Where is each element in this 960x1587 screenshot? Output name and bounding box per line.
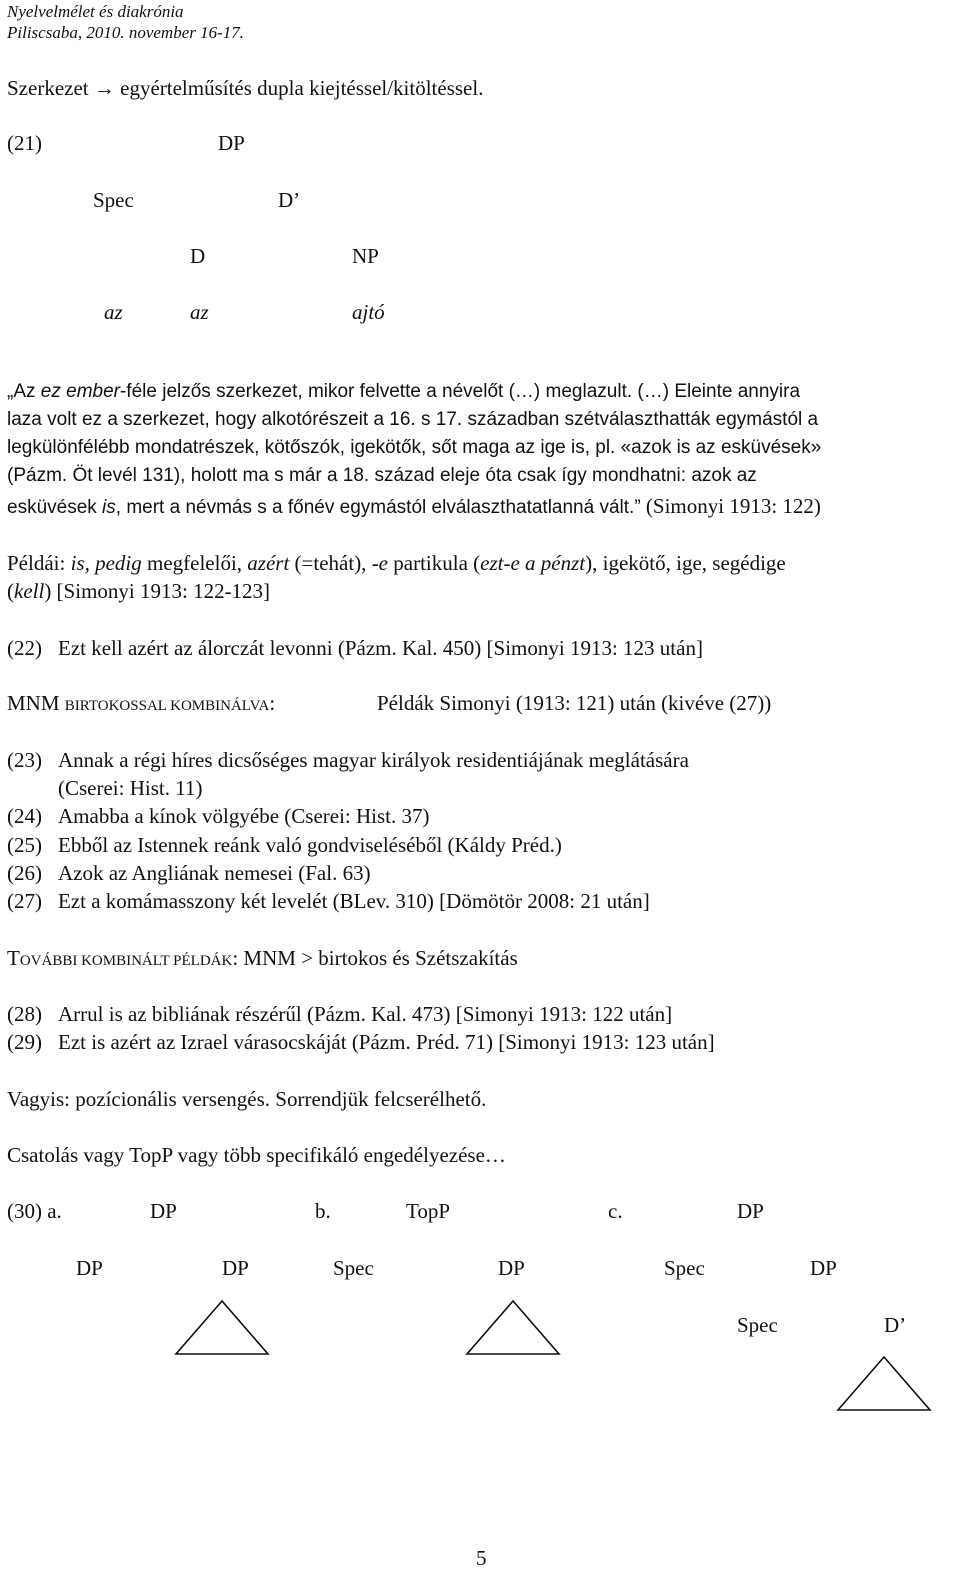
mnm-heading-c: : xyxy=(269,691,276,715)
tree-node-dp: DP xyxy=(218,131,245,155)
quote-line-1b: ez ember xyxy=(40,381,120,402)
tree-c-inner-spec: Spec xyxy=(737,1313,778,1337)
header-line-1: Nyelvelmélet és diakrónia xyxy=(7,2,184,21)
arrow-icon: → xyxy=(93,76,115,100)
quote-line-5b: is xyxy=(102,497,116,518)
example-number: (26) xyxy=(7,861,42,885)
para-text-l2c: ) [Simonyi 1913: 122-123] xyxy=(44,579,271,603)
example-number: (28) xyxy=(7,1002,42,1026)
tovabbi-heading-a: T xyxy=(7,946,20,970)
tree-node-spec: Spec xyxy=(93,188,134,212)
example-text: Ezt a komámasszony két levelét (BLev. 310) [Dömötör 2008: 21 után] xyxy=(58,889,650,913)
para-text-h: ezt-e a pénzt xyxy=(480,551,586,575)
tree-c-inner-dbar: D’ xyxy=(884,1313,907,1337)
quote-citation: (Simonyi 1913: 122) xyxy=(640,494,821,518)
example-number: (23) xyxy=(7,748,42,772)
example-30-number: (30) a. xyxy=(7,1199,62,1223)
tree-leaf-az-2: az xyxy=(190,300,209,324)
para-text-l2a: ( xyxy=(7,579,14,603)
tree-b-spec: Spec xyxy=(333,1256,374,1280)
tree-c-spec: Spec xyxy=(664,1256,705,1280)
mnm-heading-b: BIRTOKOSSAL KOMBINÁLVA xyxy=(64,698,270,714)
para-text-b: is, pedig xyxy=(70,551,142,575)
para-text-c: megfelelői, xyxy=(141,551,248,575)
triangle-c xyxy=(838,1357,930,1410)
tree-c-dp: DP xyxy=(810,1256,837,1280)
quote-line-5a: esküvések xyxy=(7,497,103,518)
triangle-b xyxy=(467,1301,559,1354)
tree-b-root: TopP xyxy=(406,1199,451,1223)
tree-leaf-az-1: az xyxy=(104,300,123,324)
example-text: Annak a régi híres dicsőséges magyar királyok residentiájának meglátására xyxy=(58,748,689,772)
example-text: Ezt is azért az Izrael várasocskáját (Pázm. Préd. 71) [Simonyi 1913: 123 után] xyxy=(58,1030,715,1054)
example-number: (29) xyxy=(7,1030,42,1054)
tree-a-left-dp: DP xyxy=(76,1256,103,1280)
intro-pre: Szerkezet xyxy=(7,76,94,100)
para-text-g: partikula ( xyxy=(388,551,481,575)
tree-a-right-dp: DP xyxy=(222,1256,249,1280)
triangle-a xyxy=(176,1301,268,1354)
example-text: Ebből az Istennek reánk való gondviseléséből (Káldy Préd.) xyxy=(58,833,562,857)
example-22-text: Ezt kell azért az álorczát levonni (Pázm. Kal. 450) [Simonyi 1913: 123 után] xyxy=(58,636,703,660)
para-text-l2b: kell xyxy=(14,579,45,603)
tree-c-root: DP xyxy=(737,1199,764,1223)
tree-node-d: D xyxy=(190,244,206,268)
csatolas-line: Csatolás vagy TopP vagy több specifikáló engedélyezése… xyxy=(7,1143,506,1167)
tovabbi-heading-c: : MNM > birtokos és Szétszakítás xyxy=(232,946,518,970)
example-number: (24) xyxy=(7,804,42,828)
tree-b-label: b. xyxy=(315,1199,331,1223)
page-number: 5 xyxy=(476,1546,487,1570)
tree-c-label: c. xyxy=(608,1199,623,1223)
example-text: Azok az Angliának nemesei (Fal. 63) xyxy=(58,861,371,885)
example-text: (Cserei: Hist. 11) xyxy=(58,776,203,800)
tree-node-dbar: D’ xyxy=(278,188,301,212)
tree-a-root: DP xyxy=(150,1199,177,1223)
vagyis-line: Vagyis: pozícionális versengés. Sorrendjük felcserélhető. xyxy=(7,1087,487,1111)
para-text-a: Példái: xyxy=(7,551,71,575)
quote-line-1a: „Az xyxy=(7,381,41,402)
para-text-f: -e xyxy=(371,551,389,575)
example-number: (27) xyxy=(7,889,42,913)
intro-post: egyértelműsítés dupla kiejtéssel/kitöltéssel. xyxy=(114,76,484,100)
quote-line-1c: -féle jelzős szerkezet, mikor felvette a névelőt (…) meglazult. (…) Eleinte annyira xyxy=(119,381,801,402)
tree-leaf-ajto: ajtó xyxy=(352,300,385,324)
para-text-d: azért xyxy=(247,551,290,575)
para-text-k: ), igekötő, ige, segédige xyxy=(585,551,786,575)
example-21-number: (21) xyxy=(7,131,42,155)
tovabbi-heading-b: OVÁBBI KOMBINÁLT PÉLDÁK xyxy=(19,953,233,969)
quote-line-4: (Pázm. Öt levél 131), holott ma s már a 18. század eleje óta csak így mondhatni: azok az xyxy=(7,465,757,486)
mnm-heading-a: MNM xyxy=(7,691,65,715)
para-text-e: (=tehát), xyxy=(289,551,372,575)
header-line-2: Piliscsaba, 2010. november 16-17. xyxy=(7,23,245,42)
quote-line-2: laza volt ez a szerkezet, hogy alkotórészeit a 16. s 17. században szétválaszthatták egymástól a xyxy=(7,409,819,430)
example-22-number: (22) xyxy=(7,636,42,660)
quote-line-5c: , mert a névmás s a főnév egymástól elválaszthatatlanná vált.” xyxy=(115,497,641,518)
example-number: (25) xyxy=(7,833,42,857)
example-text: Arrul is az bibliának részérűl (Pázm. Kal. 473) [Simonyi 1913: 122 után] xyxy=(58,1002,673,1026)
mnm-heading-right: Példák Simonyi (1913: 121) után (kivéve (27)) xyxy=(377,691,772,715)
quote-line-3: legkülönfélébb mondatrészek, kötőszók, igekötők, sőt maga az ige is, pl. «azok is az esküvések» xyxy=(7,437,822,458)
example-text: Amabba a kínok völgyébe (Cserei: Hist. 37) xyxy=(58,804,430,828)
tree-node-np: NP xyxy=(352,244,379,268)
tree-b-dp: DP xyxy=(498,1256,525,1280)
